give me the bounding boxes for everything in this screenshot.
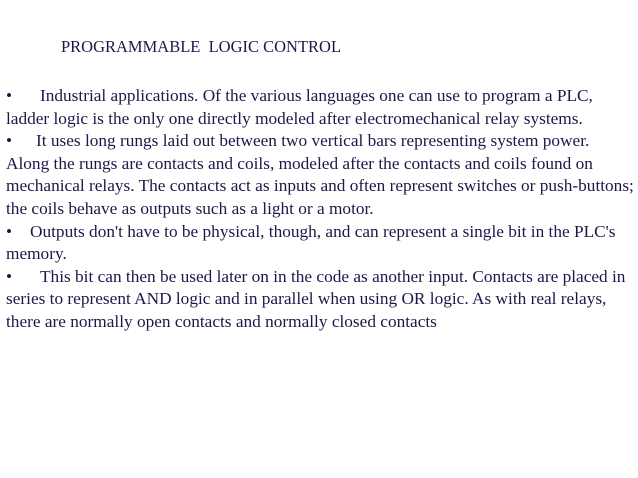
bullet-text-3: Outputs don't have to be physical, though, and can represent a single bit in the PLC's memory. xyxy=(6,221,616,264)
bullet-paragraph-2 xyxy=(6,130,634,220)
bullet-paragraph-4 xyxy=(6,266,634,334)
bullet-marker: • xyxy=(6,86,13,105)
slide-title: PROGRAMMABLE LOGIC CONTROL xyxy=(61,37,342,56)
bullet-paragraph-3 xyxy=(6,221,634,266)
slide-body xyxy=(6,85,634,334)
bullet-marker: • xyxy=(6,221,13,241)
bullet-marker: • xyxy=(6,266,13,286)
bullet-text-1: Industrial applications. Of the various languages one can use to program a PLC, ladder logic is the only one directly modeled after electromechanical relay systems. xyxy=(6,86,593,128)
bullet-text-4: This bit can then be used later on in the code as another input. Contacts are placed in series to represent AND logic and in parallel when using OR logic. As with real relays, there are normally open contacts and normally closed contacts xyxy=(6,266,626,331)
bullet-marker: • xyxy=(6,131,13,151)
bullet-paragraph-1 xyxy=(6,85,634,130)
bullet-text-2: It uses long rungs laid out between two vertical bars representing system power. Along the rungs are contacts and coils, modeled after the contacts and coils found on mechanical relays. The contacts act as inputs and often represent switches or push-buttons; the coils behave as outputs such as a light or a motor. xyxy=(6,131,634,218)
